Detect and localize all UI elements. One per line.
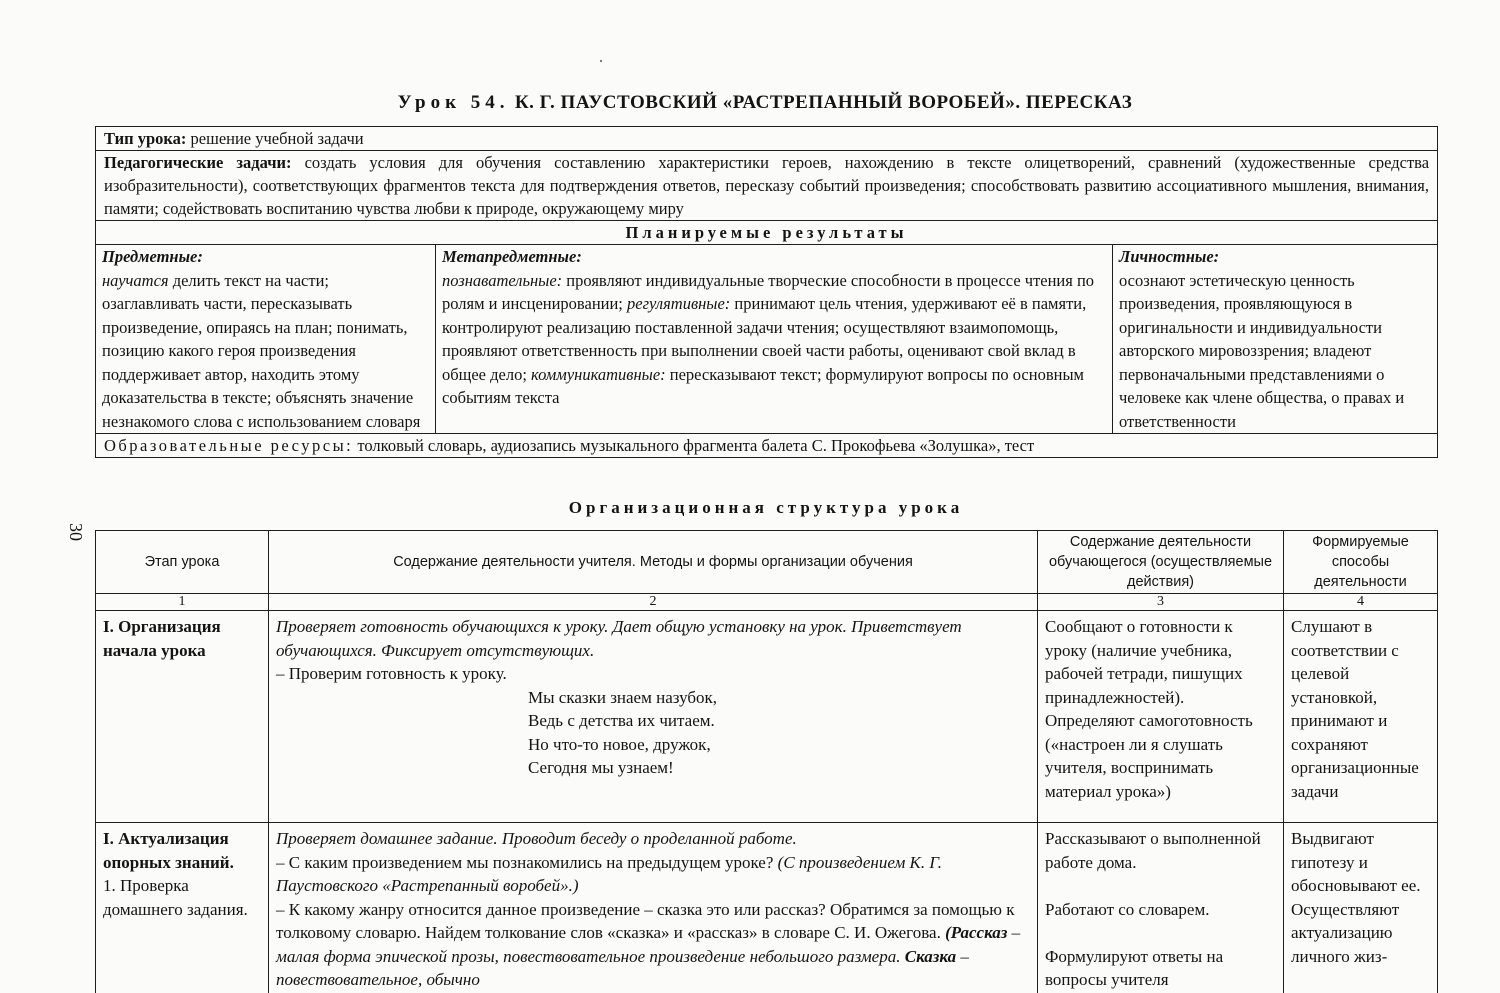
personal-results-cell xyxy=(1113,245,1438,434)
table-row-stage xyxy=(96,823,269,993)
header-skills: Формируемые способы деятельности xyxy=(1284,531,1438,594)
column-number: 2 xyxy=(269,594,1038,611)
definition-text: – повествовательное, обычно xyxy=(276,946,969,989)
student-action: Рассказывают о выполненной работе дома. xyxy=(1045,829,1261,872)
lesson-type-cell xyxy=(96,127,1438,151)
table-row-skills: Слушают в соответствии с целевой установкой, принимают и сохраняют организационные задачи xyxy=(1284,611,1438,823)
teacher-actions-italic: Проверяет домашнее задание. Проводит беседу о проделанной работе. xyxy=(276,829,797,848)
lesson-topic: К. Г. ПАУСТОВСКИЙ «РАСТРЕПАННЫЙ ВОРОБЕЙ». ПЕРЕСКАЗ xyxy=(514,92,1133,113)
teacher-question: – К какому жанру относится данное произведение – сказка это или рассказ? Обратимся за помощью к толковому словарю. Найдем толкование слов «сказка» и «рассказ» в словаре С. И. Ожегова. xyxy=(276,899,1015,942)
teacher-answer: (С произведением К. Г. Паустовского «Растрепанный воробей».) xyxy=(276,852,942,895)
definition-term: (Рассказ xyxy=(945,923,1008,942)
regulative-text: принимают цель чтения, удерживают её в памяти, контролируют реализацию поставленной задачи чтения; осуществляют взаимопомощь, проявляют ответственность при выполнении своей части работы, оценивают свой вклад в общее дело; xyxy=(442,294,1087,384)
pedagogical-tasks-cell xyxy=(96,151,1438,221)
resources-cell xyxy=(96,434,1438,458)
regulative-lead: регулятивные: xyxy=(627,294,731,313)
stage-subtitle: 1. Проверка домашнего задания. xyxy=(103,876,248,919)
print-speck xyxy=(600,60,602,62)
column-number: 3 xyxy=(1038,594,1284,611)
subject-results-label: Предметные: xyxy=(102,247,203,266)
column-number: 1 xyxy=(96,594,269,611)
page-number: 30 xyxy=(66,523,86,541)
cognitive-lead: познавательные: xyxy=(442,270,563,290)
resources-label: Образовательные ресурсы: xyxy=(104,436,354,455)
table-row-teacher xyxy=(269,611,1038,823)
poem-line: Ведь с детства их читаем. xyxy=(528,711,715,730)
teacher-question: – С каким произведением мы познакомились на предыдущем уроке? xyxy=(276,852,774,872)
poem-line: Но что-то новое, дружок, xyxy=(528,734,711,754)
resources-value: толковый словарь, аудиозапись музыкального фрагмента балета С. Прокофьева «Золушка», тест xyxy=(357,436,1035,455)
subject-results-cell xyxy=(96,245,436,434)
cognitive-text: проявляют индивидуальные творческие способности в процессе чтения по ролям и инсценировании; xyxy=(442,270,1095,313)
pedagogical-tasks-label: Педагогические задачи: xyxy=(104,153,292,172)
poem-line: Мы сказки знаем назубок, xyxy=(528,687,718,707)
table-row-student xyxy=(1038,823,1284,993)
subject-results-text: делить текст на части; озаглавливать части, пересказывать произведение, опираясь на план; понимать, позицию какого героя произведения поддерживает автор, находить этому доказательства в тексте; объяснять значение незнакомого слова с использованием словаря xyxy=(102,270,421,431)
column-number: 4 xyxy=(1284,594,1438,611)
lesson-info-table xyxy=(95,126,1438,458)
header-teacher: Содержание деятельности учителя. Методы и формы организации обучения xyxy=(269,531,1038,594)
lesson-structure-table xyxy=(95,530,1438,993)
lesson-title xyxy=(95,92,1435,114)
meta-results-cell xyxy=(436,245,1113,434)
student-action: Формулируют ответы на вопросы учителя xyxy=(1045,946,1224,989)
lesson-number: Урок 54. xyxy=(397,92,510,113)
table-row-student: Сообщают о готовности к уроку (наличие учебника, рабочей тетради, пишущих принадлежностей). Определяют самоготовность («настроен ли я слушать учителя, воспринимать материал урока») xyxy=(1038,611,1284,823)
header-stage: Этап урока xyxy=(96,531,269,594)
header-student: Содержание деятельности обучающегося (осуществляемые действия) xyxy=(1038,531,1284,594)
student-action: Работают со словарем. xyxy=(1045,899,1210,919)
communicative-text: пересказывают текст; формулируют вопросы по основным событиям текста xyxy=(442,364,1084,407)
personal-results-text: осознают эстетическую ценность произведения, проявляющуюся в оригинальности и индивидуальности авторского мировоззрения; владеют первоначальными представлениями о человеке как члене общества, о правах и ответственности xyxy=(1119,270,1405,431)
pedagogical-tasks-value: создать условия для обучения составлению характеристики героев, нахождению в тексте олицетворений, сравнений (художественные средства изобразительности), соответствующих фрагментов текста для подтверждения ответов, пересказу событий произведения; способствовать развитию ассоциативного мышления, внимания, памяти; содействовать воспитанию чувства любви к природе, окружающему миру xyxy=(104,153,1430,218)
table-row-stage: I. Организация начала урока xyxy=(96,611,269,823)
definition-term: Сказка xyxy=(904,946,957,966)
communicative-lead: коммуникативные: xyxy=(531,364,666,384)
stage-title: I. Актуализация опорных знаний. xyxy=(103,829,234,872)
teacher-actions-italic: Проверяет готовность обучающихся к уроку. Дает общую установку на урок. Приветствует обучающихся. Фиксирует отсутствующих. xyxy=(276,617,962,660)
lesson-type-value: решение учебной задачи xyxy=(190,129,364,148)
table-row-skills: Выдвигают гипотезу и обосновывают ее. Осуществляют актуализацию личного жиз- xyxy=(1284,823,1438,993)
definition-text: – малая форма эпической прозы, повествовательное произведение небольшого размера. xyxy=(276,923,1021,966)
table-row-teacher xyxy=(269,823,1038,993)
lesson-type-label: Тип урока: xyxy=(104,129,187,148)
structure-title: Организационная структура урока xyxy=(568,498,964,517)
poem-line: Сегодня мы узнаем! xyxy=(528,758,674,777)
personal-results-label: Личностные: xyxy=(1119,247,1220,266)
subject-results-lead: научатся xyxy=(102,270,169,290)
planned-results-heading: Планируемые результаты xyxy=(96,221,1438,245)
teacher-line: – Проверим готовность к уроку. xyxy=(276,664,507,683)
meta-results-label: Метапредметные: xyxy=(442,247,582,266)
